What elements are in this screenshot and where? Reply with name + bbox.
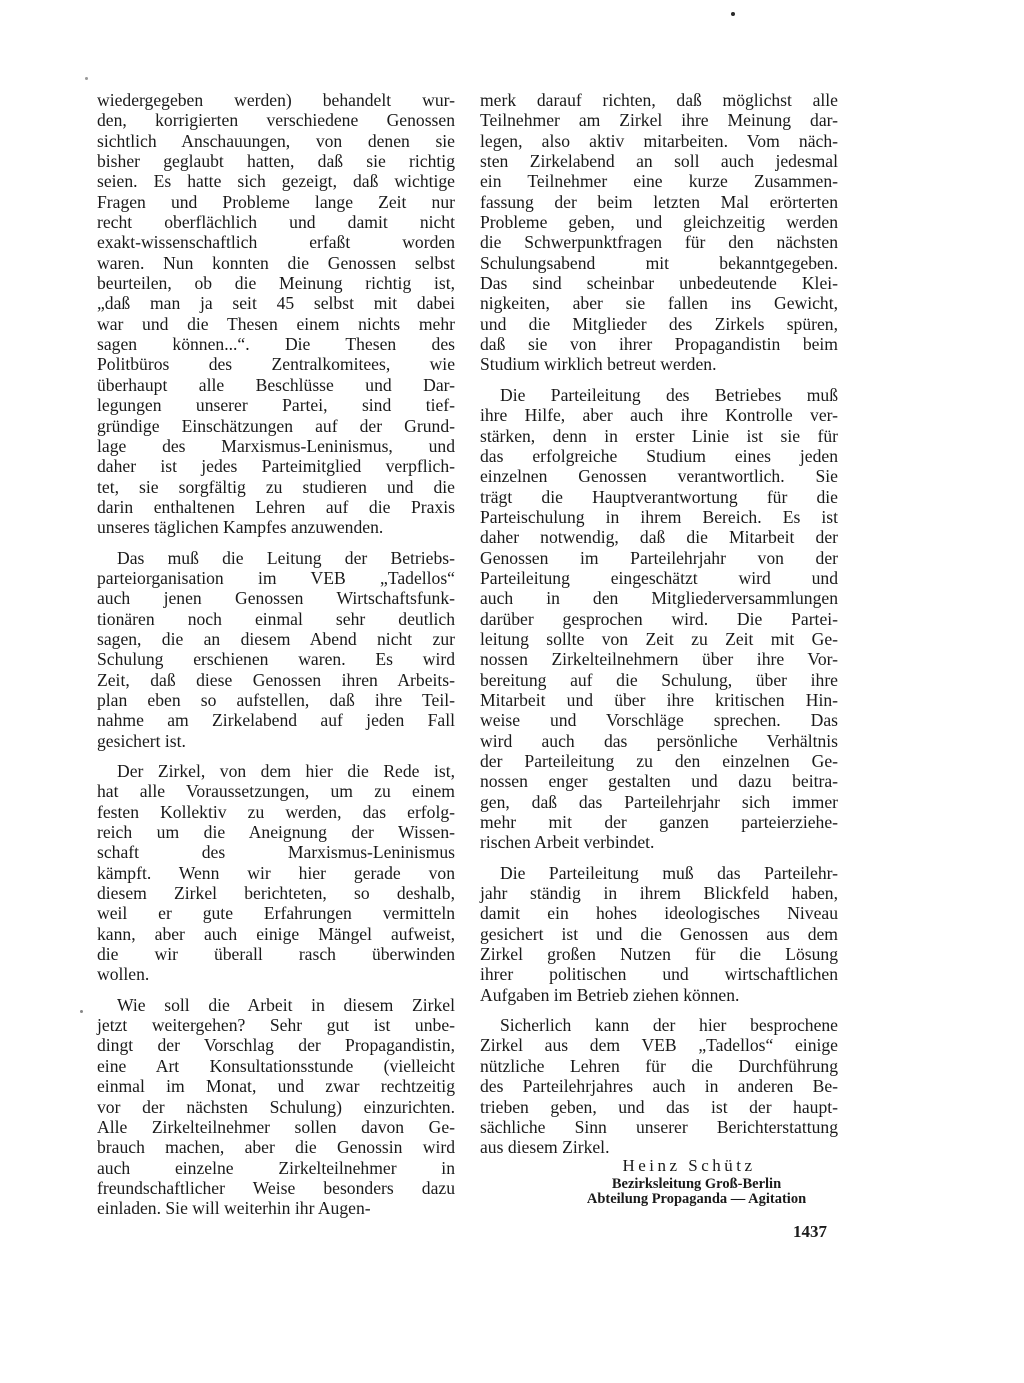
paragraph xyxy=(97,90,455,538)
text-line: überhaupt alle Beschlüsse und Dar- xyxy=(97,374,455,395)
text-line: weise und Vorschläge sprechen. Das xyxy=(480,710,838,731)
text-line: dingt der Vorschlag der Propagandistin, xyxy=(97,1035,455,1056)
right-text-column xyxy=(480,90,838,1168)
text-line: sten Zirkelabend an soll auch jedesmal xyxy=(480,151,838,172)
text-line: gesichert ist und die Genossen aus dem xyxy=(480,923,838,944)
text-line: bereitung auf die Schulung, über ihre xyxy=(480,669,838,690)
text-line: daher ist jedes Parteimitglied verpflich- xyxy=(97,456,455,477)
text-line: rischen Arbeit verbindet. xyxy=(480,832,655,853)
text-line: parteiorganisation im VEB „Tadellos“ xyxy=(97,567,455,588)
text-line: Mitarbeit und über ihre kritischen Hin- xyxy=(480,689,838,710)
text-line: hat alle Voraussetzungen, um zu einem xyxy=(97,781,455,802)
text-line: schaft des Marxismus-Leninismus xyxy=(97,842,455,863)
text-line: einzelnen Genossen verantwortlich. Sie xyxy=(480,466,838,487)
text-line: bisher geglaubt hatten, daß sie richtig xyxy=(97,151,455,172)
text-line: auch einzelne Zirkelteilnehmer in xyxy=(97,1157,455,1178)
text-line: Die Parteileitung des Betriebes muß xyxy=(500,384,838,405)
text-line: auch jenen Genossen Wirtschaftsfunk- xyxy=(97,588,455,609)
paragraph xyxy=(480,385,838,853)
text-line: stärken, denn in erster Linie ist sie für xyxy=(480,425,838,446)
text-line: Zirkel aus dem VEB „Tadellos“ einige xyxy=(480,1035,838,1056)
text-line: Das sind scheinbar unbedeutende Klei- xyxy=(480,273,838,294)
text-line: unseres täglichen Kampfes anzuwenden. xyxy=(97,517,384,538)
print-speck xyxy=(85,77,88,80)
paragraph xyxy=(97,761,455,985)
text-line: legen, also aktiv mitarbeiten. Vom näch- xyxy=(480,130,838,151)
text-line: damit ein hohes ideologisches Niveau xyxy=(480,903,838,924)
text-line: legungen unserer Partei, sind tief- xyxy=(97,395,455,416)
text-line: das erfolgreiche Studium eines jeden xyxy=(480,445,838,466)
text-line: jahr ständig in ihrem Blickfeld haben, xyxy=(480,883,838,904)
text-line: Alle Zirkelteilnehmer sollen davon Ge- xyxy=(97,1116,455,1137)
text-line: eine Art Konsultationsstunde (vielleicht xyxy=(97,1055,455,1076)
text-line: Parteileitung eingeschätzt wird und xyxy=(480,567,838,588)
text-line: diesem Zirkel berichteten, so deshalb, xyxy=(97,883,455,904)
text-line: Aufgaben im Betrieb ziehen können. xyxy=(480,984,740,1005)
text-line: plan eben so aufstellen, daß ihre Teil- xyxy=(97,689,455,710)
text-line: lage des Marxismus-Leninismus, und xyxy=(97,435,455,456)
text-line: Studium wirklich betreut werden. xyxy=(480,354,717,375)
author-name: Heinz Schütz xyxy=(622,1156,756,1175)
text-line: reich um die Aneignung der Wissen- xyxy=(97,822,455,843)
text-line: mehr mit der ganzen parteierziehe- xyxy=(480,812,838,833)
text-line: jetzt weitergehen? Sehr gut ist unbe- xyxy=(97,1015,455,1036)
text-line: Das muß die Leitung der Betriebs- xyxy=(117,547,455,568)
text-line: die Schwerpunktfragen für den nächsten xyxy=(480,232,838,253)
author-organization: Bezirksleitung Groß-Berlin xyxy=(611,1176,782,1192)
print-speck xyxy=(731,12,735,16)
text-line: Genossen im Parteilehrjahr von der xyxy=(480,547,838,568)
text-line: wollen. xyxy=(97,964,150,985)
text-line: Schulungsabend mit bekanntgegeben. xyxy=(480,252,838,273)
text-line: Politbüros des Zentralkomitees, wie xyxy=(97,354,455,375)
text-line: wiedergegeben werden) behandelt wur- xyxy=(97,90,455,110)
text-line: darin enthaltenen Lehren auf die Praxis xyxy=(97,496,455,517)
paragraph xyxy=(97,548,455,751)
text-line: und die Mitglieder des Zirkels spüren, xyxy=(480,313,838,334)
text-line: den, korrigierten verschiedene Genossen xyxy=(97,110,455,131)
paragraph xyxy=(97,995,455,1219)
text-line: nossen Zirkelteilnehmern über ihre Vor- xyxy=(480,649,838,670)
paragraph xyxy=(480,90,838,375)
text-line: Zeit, daß diese Genossen ihren Arbeits- xyxy=(97,669,455,690)
author-department: Abteilung Propaganda — Agitation xyxy=(586,1191,807,1207)
text-line: freundschaftlicher Weise besonders dazu xyxy=(97,1177,455,1198)
paragraph xyxy=(480,1015,838,1157)
text-line: auch in den Mitgliederversammlungen xyxy=(480,588,838,609)
text-line: daher notwendig, daß die Mitarbeit der xyxy=(480,527,838,548)
text-line: fassung der beim letzten Mal erörterten xyxy=(480,191,838,212)
left-text-column xyxy=(97,90,455,1229)
text-line: recht oberflächlich und damit nicht xyxy=(97,212,455,233)
text-line: exakt-wissenschaftlich erfaßt worden xyxy=(97,232,455,253)
text-line: tet, sie sorgfältig zu studieren und die xyxy=(97,476,455,497)
text-line: des Parteilehrjahres auch in anderen Be- xyxy=(480,1076,838,1097)
text-line: nahme am Zirkelabend auf jeden Fall xyxy=(97,710,455,731)
text-line: gesichert ist. xyxy=(97,730,186,751)
text-line: gründige Einschätzungen auf der Grund- xyxy=(97,415,455,436)
text-line: kämpft. Wenn wir hier gerade von xyxy=(97,862,455,883)
print-speck xyxy=(80,1010,83,1013)
text-line: Fragen und Probleme lange Zeit nur xyxy=(97,191,455,212)
text-line: beurteilen, ob die Meinung richtig ist, xyxy=(97,273,455,294)
text-line: seien. Es hatte sich gezeigt, daß wichtige xyxy=(97,171,455,192)
text-line: weil er gute Erfahrungen vermitteln xyxy=(97,903,455,924)
text-line: nützliche Lehren für die Durchführung xyxy=(480,1055,838,1076)
text-line: tionären noch einmal sehr deutlich xyxy=(97,608,455,629)
text-line: merk darauf richten, daß möglichst alle xyxy=(480,90,838,110)
text-line: vor der nächsten Schulung) einzurichten. xyxy=(97,1096,455,1117)
text-line: kann, aber auch einige Mängel aufweist, xyxy=(97,923,455,944)
paragraph xyxy=(480,863,838,1005)
page-number: 1437 xyxy=(793,1222,827,1241)
text-line: darüber gesprochen wird. Die Partei- xyxy=(480,608,838,629)
text-line: Der Zirkel, von dem hier die Rede ist, xyxy=(117,761,455,781)
text-line: festen Kollektiv zu werden, das erfolg- xyxy=(97,801,455,822)
text-line: Wie soll die Arbeit in diesem Zirkel xyxy=(117,994,455,1015)
text-line: aus diesem Zirkel. xyxy=(480,1137,610,1158)
text-line: daß sie von ihrer Propagandistin beim xyxy=(480,334,838,355)
text-line: Sicherlich kann der hier besprochene xyxy=(500,1015,838,1036)
text-line: ein Teilnehmer eine kurze Zusammen- xyxy=(480,171,838,192)
text-line: sächliche Sinn unserer Berichterstattung xyxy=(480,1116,838,1137)
text-line: einmal im Monat, und zwar rechtzeitig xyxy=(97,1076,455,1097)
text-line: Die Parteileitung muß das Parteilehr- xyxy=(500,862,838,883)
text-line: trieben geben, und das ist der haupt- xyxy=(480,1096,838,1117)
text-line: Teilnehmer am Zirkel ihre Meinung dar- xyxy=(480,110,838,131)
text-line: ihre Hilfe, aber auch ihre Kontrolle ver- xyxy=(480,405,838,426)
text-line: Zirkel großen Nutzen für die Lösung xyxy=(480,944,838,965)
text-line: Probleme geben, und gleichzeitig werden xyxy=(480,212,838,233)
text-line: ihrer politischen und wirtschaftlichen xyxy=(480,964,838,985)
text-line: gen, daß das Parteilehrjahr sich immer xyxy=(480,791,838,812)
text-line: die wir überall rasch überwinden xyxy=(97,944,455,965)
text-line: brauch machen, aber die Genossin wird xyxy=(97,1137,455,1158)
text-line: leitung sollte von Zeit zu Zeit mit Ge- xyxy=(480,628,838,649)
text-line: der Parteileitung zu den einzelnen Ge- xyxy=(480,751,838,771)
text-line: sichtlich Anschauungen, von denen sie xyxy=(97,130,455,151)
text-line: wird auch das persönliche Verhältnis xyxy=(480,730,838,751)
text-line: Parteischulung in ihrem Bereich. Es ist xyxy=(480,506,838,527)
signature-block xyxy=(480,1155,838,1207)
text-line: waren. Nun konnten die Genossen selbst xyxy=(97,252,455,273)
text-line: nigkeiten, aber sie fallen ins Gewicht, xyxy=(480,293,838,314)
text-line: war und die Thesen einem nichts mehr xyxy=(97,313,455,334)
text-line: sagen, die an diesem Abend nicht zur xyxy=(97,628,455,649)
text-line: „daß man ja seit 45 selbst mit dabei xyxy=(97,293,455,314)
text-line: einladen. Sie will weiterhin ihr Augen- xyxy=(97,1198,371,1219)
text-line: Schulung erschienen waren. Es wird xyxy=(97,649,455,670)
text-line: nossen enger gestalten und dazu beitra- xyxy=(480,771,838,792)
text-line: trägt die Hauptverantwortung für die xyxy=(480,486,838,507)
text-line: sagen können...“. Die Thesen des xyxy=(97,334,455,355)
